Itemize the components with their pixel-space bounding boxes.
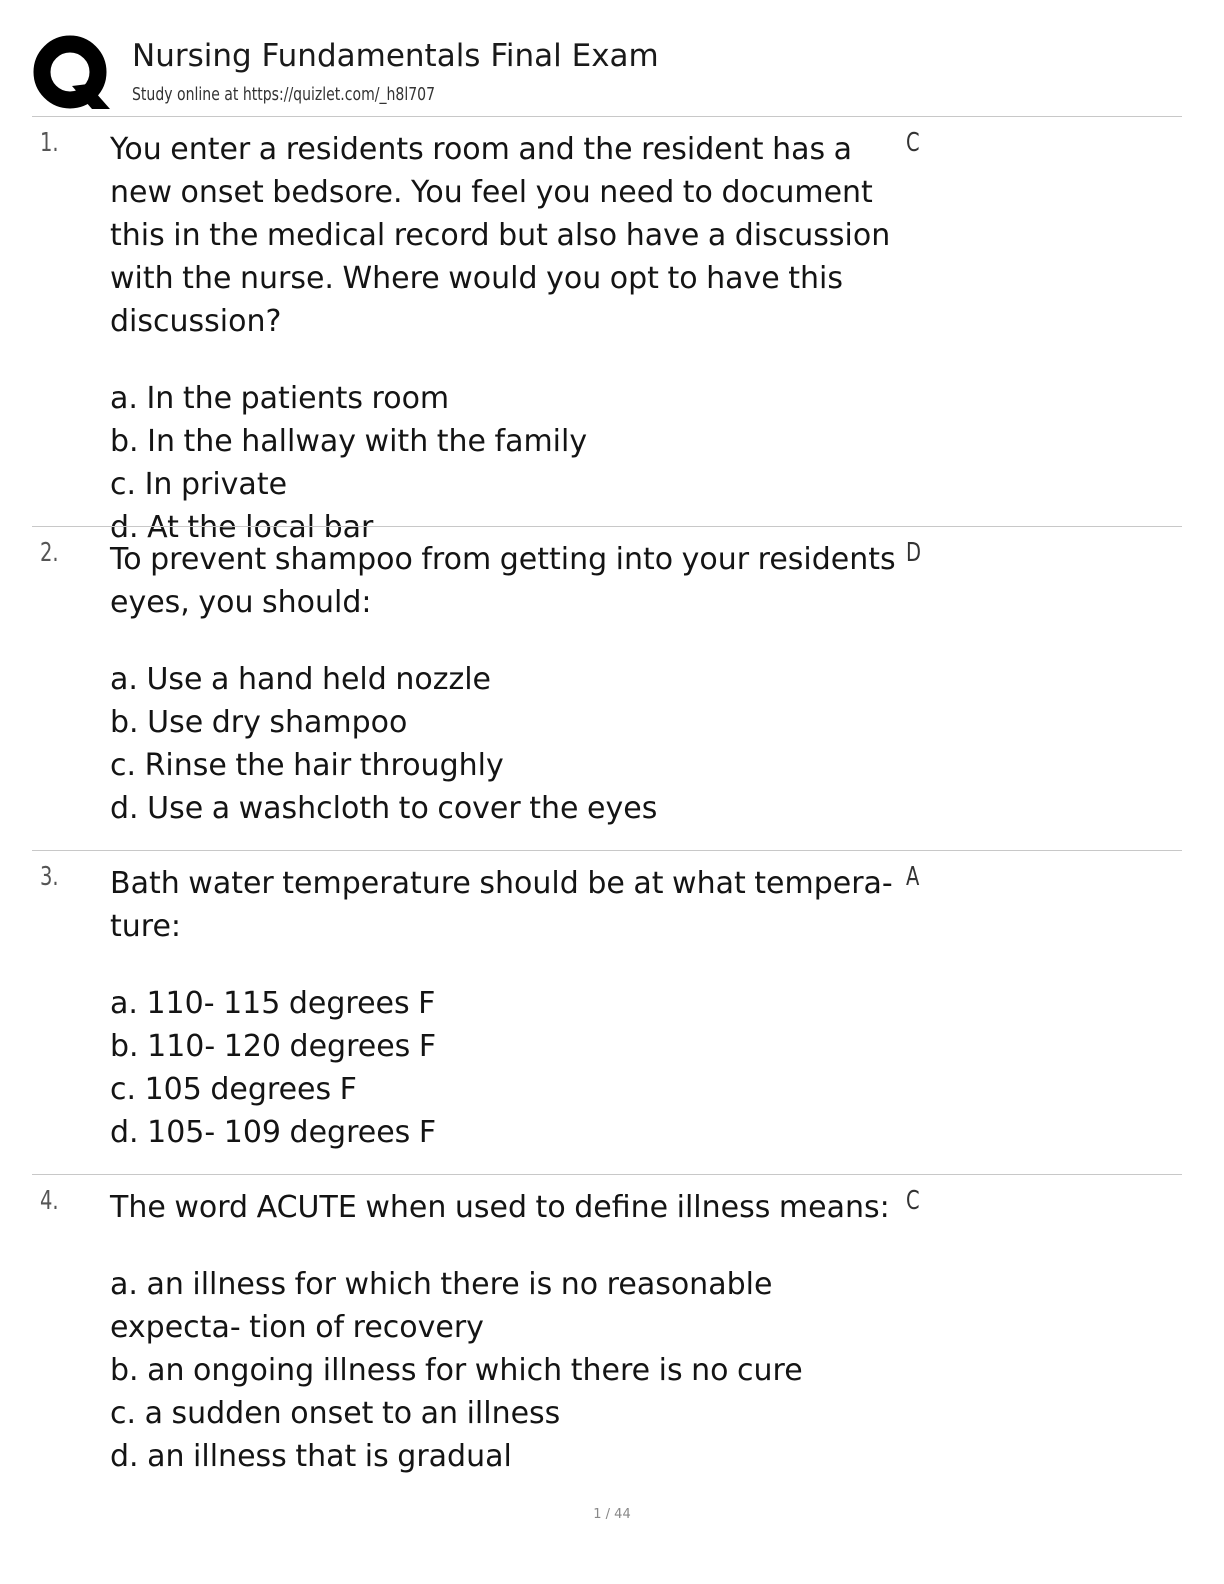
answer-letter: D xyxy=(906,538,922,568)
question-body xyxy=(110,1186,900,1478)
page-number: 1 / 44 xyxy=(593,1507,631,1522)
option-b: b. 110- 120 degrees F xyxy=(110,1029,437,1064)
study-link[interactable]: Study online at https://quizlet.com/_h8l707 xyxy=(132,84,436,105)
question-number: 2. xyxy=(40,538,59,568)
divider xyxy=(32,850,1182,851)
option-b: b. Use dry shampoo xyxy=(110,705,408,740)
answer-letter: C xyxy=(906,1186,920,1216)
question-body xyxy=(110,538,900,830)
option-d: d. Use a washcloth to cover the eyes xyxy=(110,791,658,826)
option-d: d. 105- 109 degrees F xyxy=(110,1115,437,1150)
question-text: The word ACUTE when used to define illness means: xyxy=(110,1190,890,1225)
option-a: a. Use a hand held nozzle xyxy=(110,662,491,697)
option-a: a. 110- 115 degrees F xyxy=(110,986,436,1021)
page-header xyxy=(32,32,1182,117)
divider xyxy=(32,1174,1182,1175)
option-c: c. a sudden onset to an illness xyxy=(110,1396,561,1431)
question-body xyxy=(110,128,900,549)
question-text: To prevent shampoo from getting into your residents eyes, you should: xyxy=(110,542,896,620)
page-title: Nursing Fundamentals Final Exam xyxy=(132,38,659,74)
option-b: b. an ongoing illness for which there is no cure xyxy=(110,1353,803,1388)
option-d: d. At the local bar xyxy=(110,510,374,545)
question-number: 1. xyxy=(40,128,59,158)
option-a: a. an illness for which there is no reasonable expecta- tion of recovery xyxy=(110,1267,773,1345)
question-number: 3. xyxy=(40,862,59,892)
divider xyxy=(32,116,1182,117)
question-number: 4. xyxy=(40,1186,59,1216)
option-c: c. Rinse the hair throughly xyxy=(110,748,504,783)
answer-letter: A xyxy=(906,862,920,892)
quizlet-logo-icon xyxy=(32,34,110,112)
divider xyxy=(32,526,1182,527)
option-a: a. In the patients room xyxy=(110,381,450,416)
question-text: You enter a residents room and the resident has a new onset bedsore. You feel you need to document this in the medical record but also have a discussion with the nurse. Where would you opt to have this discussion? xyxy=(110,132,891,339)
question-body xyxy=(110,862,900,1154)
answer-letter: C xyxy=(906,128,920,158)
option-c: c. In private xyxy=(110,467,288,502)
option-b: b. In the hallway with the family xyxy=(110,424,588,459)
question-text: Bath water temperature should be at what tempera- ture: xyxy=(110,866,893,944)
option-d: d. an illness that is gradual xyxy=(110,1439,512,1474)
option-c: c. 105 degrees F xyxy=(110,1072,357,1107)
